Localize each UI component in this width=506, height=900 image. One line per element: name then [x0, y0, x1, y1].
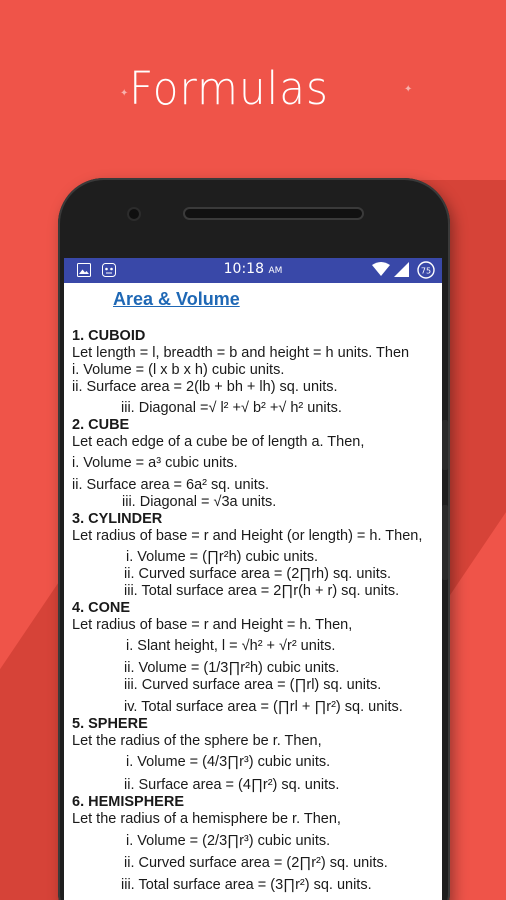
formula-line: Let the radius of the sphere be r. Then, — [72, 733, 322, 749]
formula-line: i. Volume = (4/3∏r³) cubic units. — [126, 754, 331, 770]
formula-line: Let each edge of a cube be of length a. Then, — [72, 434, 365, 450]
formula-line: i. Volume = a³ cubic units. — [72, 455, 238, 471]
status-time: 10:18 AM — [223, 261, 283, 277]
formula-line: Let radius of base = r and Height = h. Then, — [72, 617, 353, 633]
formula-line: i. Volume = (l x b x h) cubic units. — [72, 362, 285, 378]
volume-button — [442, 420, 448, 470]
formula-line: iii. Curved surface area = (∏rl) sq. units. — [124, 677, 382, 693]
earpiece-speaker — [183, 207, 364, 220]
formula-line: ii. Surface area = 2(lb + bh + lh) sq. units. — [72, 379, 338, 395]
formula-line: iii. Total surface area = (3∏r²) sq. units. — [121, 877, 372, 893]
front-camera — [127, 207, 141, 221]
cell-signal-icon — [394, 262, 409, 277]
formula-line: i. Slant height, l = √h² + √r² units. — [126, 638, 336, 654]
formula-line: iii. Diagonal = √3a units. — [122, 494, 277, 510]
sparkle-icon: ✦ — [404, 84, 413, 95]
formula-line: ii. Surface area = 6a² sq. units. — [72, 477, 270, 493]
power-button — [442, 505, 448, 580]
formula-line: iii. Total surface area = 2∏r(h + r) sq. units. — [124, 583, 400, 599]
section-heading: 5. SPHERE — [72, 716, 148, 732]
battery-icon — [417, 261, 435, 279]
formula-line: Let length = l, breadth = b and height = h units. Then — [72, 345, 410, 361]
promo-headline: Formulas — [129, 62, 329, 115]
formula-line: iv. Total surface area = (∏rl + ∏r²) sq. units. — [124, 699, 403, 715]
formula-line: iii. Diagonal =√ l² +√ b² +√ h² units. — [121, 400, 342, 416]
formula-line: ii. Volume = (1/3∏r²h) cubic units. — [124, 660, 340, 676]
section-heading: 1. CUBOID — [72, 328, 146, 344]
formula-line: ii. Curved surface area = (2∏rh) sq. units. — [124, 566, 392, 582]
formula-line: Let the radius of a hemisphere be r. Then, — [72, 811, 341, 827]
page-title[interactable]: Area & Volume — [113, 289, 240, 309]
formula-line: ii. Surface area = (4∏r²) sq. units. — [124, 777, 340, 793]
formula-line: ii. Curved surface area = (2∏r²) sq. units. — [124, 855, 388, 871]
sparkle-icon: ✦ — [120, 88, 129, 99]
status-bar — [64, 258, 442, 283]
formula-line: i. Volume = (2/3∏r³) cubic units. — [126, 833, 331, 849]
section-heading: 3. CYLINDER — [72, 511, 163, 527]
formula-line: Let radius of base = r and Height (or length) = h. Then, — [72, 528, 423, 544]
svg-text:75: 75 — [420, 266, 432, 276]
section-heading: 2. CUBE — [72, 417, 130, 433]
section-heading: 6. HEMISPHERE — [72, 794, 184, 810]
wifi-icon — [372, 262, 390, 277]
app-screen — [64, 283, 442, 900]
section-heading: 4. CONE — [72, 600, 131, 616]
formula-line: i. Volume = (∏r²h) cubic units. — [126, 549, 319, 565]
